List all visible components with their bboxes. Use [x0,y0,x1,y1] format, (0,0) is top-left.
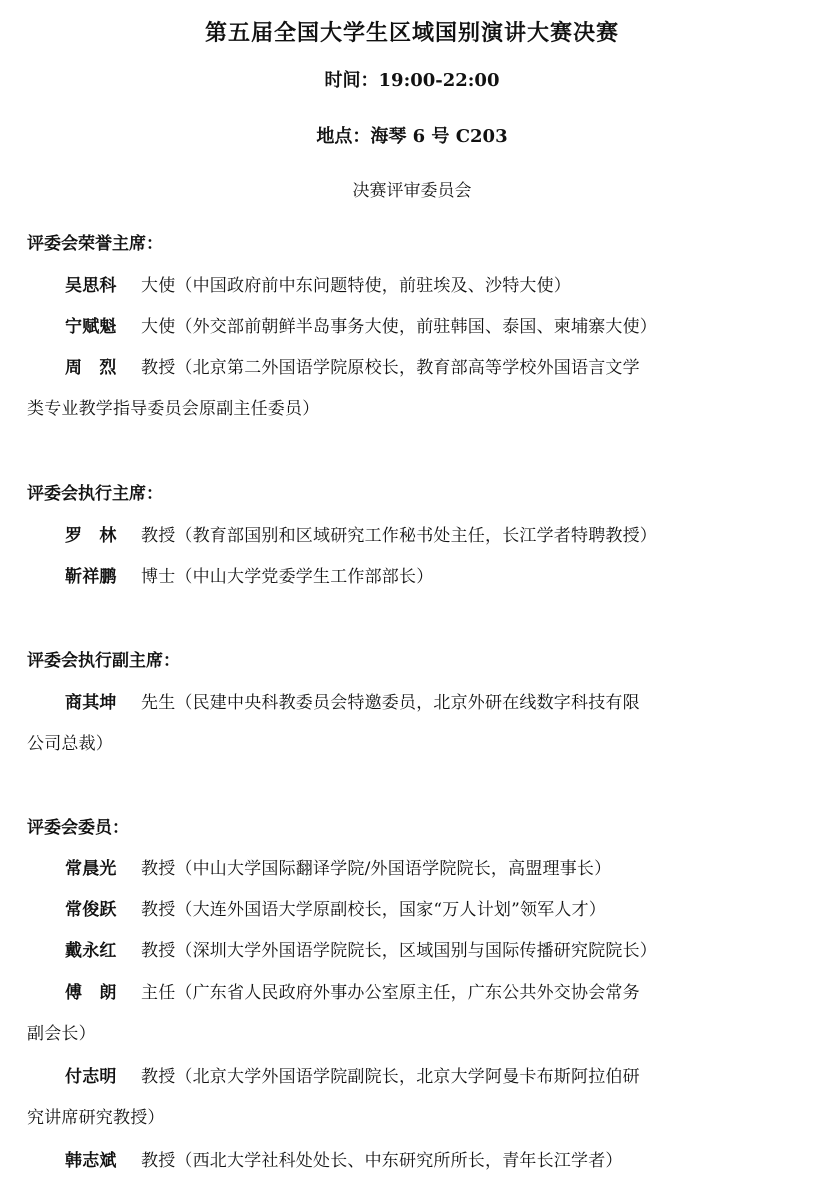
member-entry [27,276,824,296]
committee-heading: 决赛评审委员会 [352,181,472,201]
document-title: 第五届全国大学生区域国别演讲大赛决赛 [204,20,619,46]
member-description: 教授（教育部国别和区域研究工作秘书处主任，长江学者特聘教授） [141,526,657,546]
section-heading: 评委会执行副主席： [27,651,180,671]
member-entry [27,358,824,378]
member-description: 先生（民建中央科教委员会特邀委员，北京外研在线数字科技有限 [141,693,640,713]
member-description: 教授（北京第二外国语学院原校长，教育部高等学校外国语言文学 [141,358,640,378]
member-name: 常晨光 [65,859,117,879]
member-name: 傅 朗 [65,983,117,1003]
event-time: 时间：19:00-22:00 [324,70,500,91]
member-entry [27,900,824,920]
member-description: 大使（中国政府前中东问题特使，前驻埃及、沙特大使） [141,276,571,296]
member-description: 教授（中山大学国际翻译学院/外国语学院院长，高盟理事长） [141,859,612,879]
member-name: 戴永红 [65,941,117,961]
member-name: 韩志斌 [65,1151,117,1171]
member-description: 主任（广东省人民政府外事办公室原主任，广东公共外交协会常务 [141,983,640,1003]
member-name: 靳祥鹏 [65,567,117,587]
member-entry [27,859,824,879]
member-description: 博士（中山大学党委学生工作部部长） [141,567,434,587]
member-description-continued: 副会长） [27,1024,96,1044]
member-description: 大使（外交部前朝鲜半岛事务大使，前驻韩国、泰国、柬埔寨大使） [141,317,657,337]
member-entry [27,317,824,337]
member-entry [27,983,824,1003]
member-name: 周 烈 [65,358,117,378]
member-name: 罗 林 [65,526,117,546]
section-heading: 评委会委员： [27,818,129,838]
member-description: 教授（大连外国语大学原副校长，国家“万人计划”领军人才） [141,900,606,920]
member-entry [27,567,824,587]
member-description: 教授（西北大学社科处处长、中东研究所所长，青年长江学者） [141,1151,623,1171]
member-entry [27,693,824,713]
member-description: 教授（北京大学外国语学院副院长，北京大学阿曼卡布斯阿拉伯研 [141,1067,640,1087]
section-heading: 评委会执行主席： [27,484,163,504]
member-name: 吴思科 [65,276,117,296]
section-executive-vice-chair [27,651,787,671]
member-description-continued: 究讲席研究教授） [27,1108,165,1128]
member-description-continued: 公司总裁） [27,734,113,754]
member-description: 教授（深圳大学外国语学院院长，区域国别与国际传播研究院院长） [141,941,657,961]
event-place: 地点：海琴 6 号 C203 [316,126,508,147]
member-entry [27,1067,824,1087]
member-name: 常俊跃 [65,900,117,920]
section-honorary-chair [27,234,787,254]
member-name: 付志明 [65,1067,117,1087]
member-name: 商其坤 [65,693,117,713]
member-entry [27,941,824,961]
section-committee-members [27,818,787,838]
member-entry [27,1151,824,1171]
member-description-continued: 类专业教学指导委员会原副主任委员） [27,399,320,419]
member-name: 宁赋魁 [65,317,117,337]
section-executive-chair [27,484,787,504]
section-heading: 评委会荣誉主席： [27,234,163,254]
member-entry [27,526,824,546]
